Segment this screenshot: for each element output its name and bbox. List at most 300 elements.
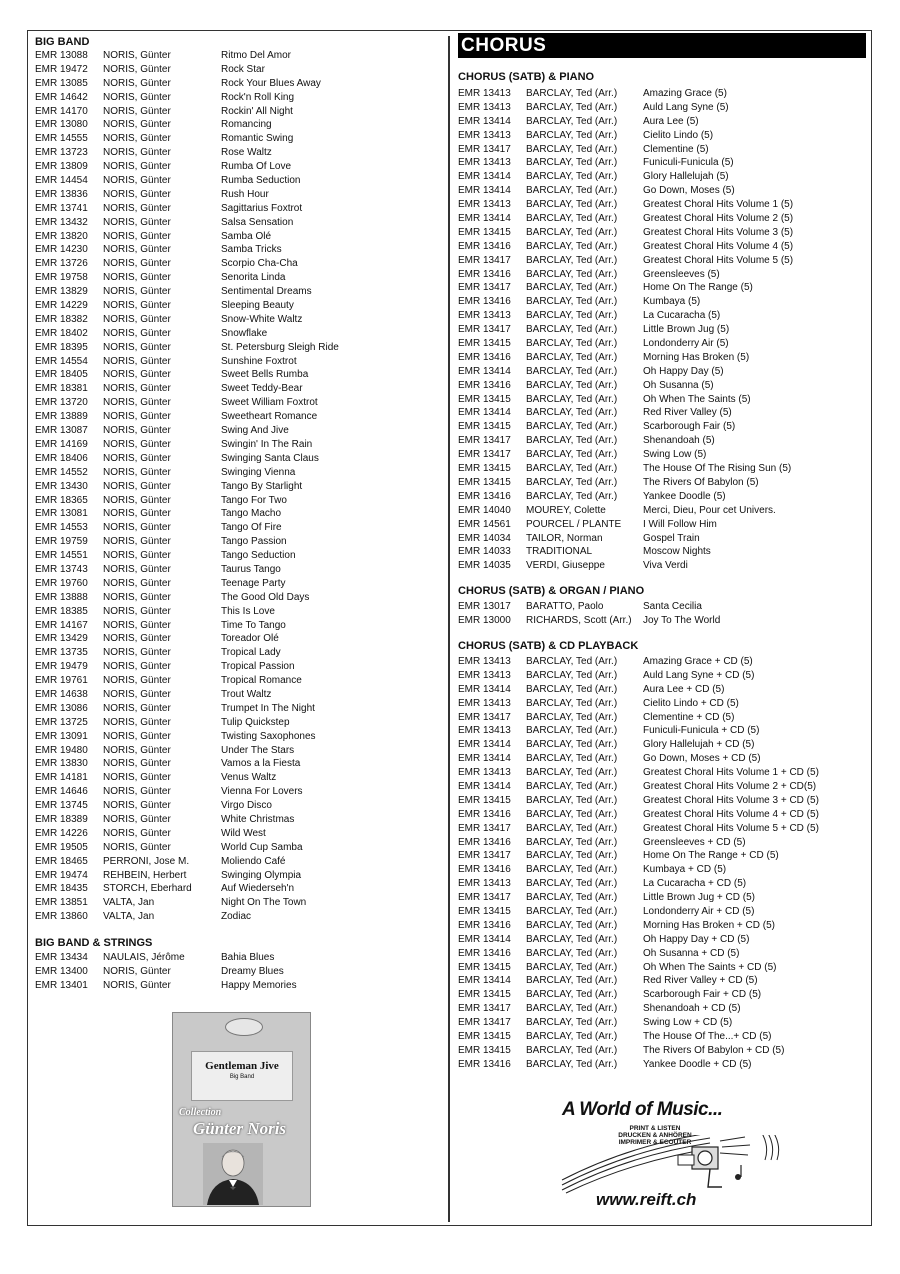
list-item xyxy=(458,780,868,794)
list-item xyxy=(458,212,868,226)
album-cover xyxy=(172,1012,311,1207)
list-item xyxy=(35,965,440,979)
list-item xyxy=(458,863,868,877)
item-code: EMR 19505 xyxy=(35,841,88,853)
item-code: EMR 13414 xyxy=(458,365,511,377)
list-item xyxy=(35,438,440,452)
list-item xyxy=(458,406,868,420)
list-item xyxy=(458,393,868,407)
item-code: EMR 13416 xyxy=(458,296,511,308)
item-code: EMR 18406 xyxy=(35,452,88,464)
item-title: Greatest Choral Hits Volume 5 + CD (5) xyxy=(643,822,819,834)
item-composer: BARCLAY, Ted (Arr.) xyxy=(526,129,618,141)
item-composer: NORIS, Günter xyxy=(103,522,171,534)
item-composer: BARCLAY, Ted (Arr.) xyxy=(526,739,618,751)
list-item xyxy=(35,382,440,396)
list-item xyxy=(35,771,440,785)
item-composer: BARCLAY, Ted (Arr.) xyxy=(526,463,618,475)
list-item xyxy=(35,660,440,674)
item-composer: BARCLAY, Ted (Arr.) xyxy=(526,822,618,834)
item-composer: BARCLAY, Ted (Arr.) xyxy=(526,351,618,363)
item-title: Glory Hallelujah (5) xyxy=(643,171,729,183)
item-title: Greensleeves (5) xyxy=(643,268,720,280)
list-item xyxy=(458,184,868,198)
list-item xyxy=(35,216,440,230)
item-title: Yankee Doodle + CD (5) xyxy=(643,1058,752,1070)
item-composer: BARCLAY, Ted (Arr.) xyxy=(526,365,618,377)
item-code: EMR 14226 xyxy=(35,827,88,839)
item-title: La Cucaracha (5) xyxy=(643,310,721,322)
list-item xyxy=(458,198,868,212)
item-code: EMR 18381 xyxy=(35,383,88,395)
item-title: Clementine (5) xyxy=(643,143,709,155)
item-title: Red River Valley + CD (5) xyxy=(643,975,758,987)
item-code: EMR 13429 xyxy=(35,633,88,645)
list-item xyxy=(458,490,868,504)
list-item xyxy=(458,281,868,295)
list-item xyxy=(458,822,868,836)
item-code: EMR 13413 xyxy=(458,101,511,113)
list-item xyxy=(458,836,868,850)
item-title: Under The Stars xyxy=(221,744,295,756)
item-title: Sweetheart Romance xyxy=(221,411,318,423)
item-title: Greatest Choral Hits Volume 2 + CD(5) xyxy=(643,780,817,792)
list-item xyxy=(458,448,868,462)
item-title: Oh Happy Day (5) xyxy=(643,365,724,377)
item-title: Funiculi-Funicula (5) xyxy=(643,157,734,169)
item-code: EMR 13434 xyxy=(35,952,88,964)
list-item xyxy=(458,434,868,448)
item-title: Go Down, Moses + CD (5) xyxy=(643,753,761,765)
item-composer: NORIS, Günter xyxy=(103,77,171,89)
item-code: EMR 14642 xyxy=(35,91,88,103)
item-title: Tango Passion xyxy=(221,536,287,548)
promo-url: www.reift.ch xyxy=(596,1190,697,1209)
list-item xyxy=(35,285,440,299)
list-item xyxy=(35,841,440,855)
item-composer: NORIS, Günter xyxy=(103,300,171,312)
item-title: Shenandoah + CD (5) xyxy=(643,1003,741,1015)
item-code: EMR 13091 xyxy=(35,730,88,742)
item-code: EMR 13860 xyxy=(35,911,88,923)
item-title: Vamos a la Fiesta xyxy=(221,758,301,770)
item-composer: BARCLAY, Ted (Arr.) xyxy=(526,435,618,447)
item-code: EMR 13017 xyxy=(458,601,511,613)
item-composer: NORIS, Günter xyxy=(103,591,171,603)
list-item xyxy=(35,146,440,160)
list-item xyxy=(458,87,868,101)
item-title: Romancing xyxy=(221,119,272,131)
cover-title-panel xyxy=(191,1051,293,1101)
item-code: EMR 13417 xyxy=(458,1017,511,1029)
satb-piano-list xyxy=(458,87,868,573)
item-title: Londonderry Air (5) xyxy=(643,338,729,350)
item-title: Samba Olé xyxy=(221,230,272,242)
item-code: EMR 14561 xyxy=(458,518,511,530)
item-title: Aura Lee (5) xyxy=(643,115,699,127)
item-composer: NORIS, Günter xyxy=(103,716,171,728)
item-composer: BARCLAY, Ted (Arr.) xyxy=(526,324,618,336)
item-composer: POURCEL / PLANTE xyxy=(526,518,622,530)
list-item xyxy=(458,1044,868,1058)
item-code: EMR 13416 xyxy=(458,379,511,391)
chorus-banner: CHORUS xyxy=(458,33,866,58)
item-title: Tango Seduction xyxy=(221,550,296,562)
item-code: EMR 13417 xyxy=(458,711,511,723)
item-composer: NORIS, Günter xyxy=(103,161,171,173)
item-composer: NORIS, Günter xyxy=(103,661,171,673)
item-title: Tango Of Fire xyxy=(221,522,282,534)
item-composer: BARATTO, Paolo xyxy=(526,601,604,613)
list-item xyxy=(458,420,868,434)
item-title: Rumba Of Love xyxy=(221,161,292,173)
item-title: World Cup Samba xyxy=(221,841,303,853)
item-code: EMR 13416 xyxy=(458,490,511,502)
item-code: EMR 13417 xyxy=(458,435,511,447)
list-item xyxy=(458,683,868,697)
item-composer: NORIS, Günter xyxy=(103,647,171,659)
item-composer: BARCLAY, Ted (Arr.) xyxy=(526,655,618,667)
item-title: Moliendo Café xyxy=(221,855,286,867)
item-title: Sweet Teddy-Bear xyxy=(221,383,303,395)
list-item xyxy=(35,757,440,771)
list-item xyxy=(35,174,440,188)
item-title: Tango For Two xyxy=(221,494,287,506)
item-composer: BARCLAY, Ted (Arr.) xyxy=(526,947,618,959)
list-item xyxy=(458,738,868,752)
item-code: EMR 13416 xyxy=(458,268,511,280)
item-composer: NORIS, Günter xyxy=(103,494,171,506)
list-item xyxy=(35,424,440,438)
list-item xyxy=(35,313,440,327)
item-title: Kumbaya (5) xyxy=(643,296,701,308)
item-composer: BARCLAY, Ted (Arr.) xyxy=(526,878,618,890)
item-code: EMR 13809 xyxy=(35,161,88,173)
item-title: Swing And Jive xyxy=(221,425,289,437)
list-item xyxy=(35,63,440,77)
left-column xyxy=(35,35,440,993)
item-composer: BARCLAY, Ted (Arr.) xyxy=(526,711,618,723)
section-heading-satb-organ: CHORUS (SATB) & ORGAN / PIANO xyxy=(458,585,645,598)
item-title: Swing Low + CD (5) xyxy=(643,1017,733,1029)
item-title: Red River Valley (5) xyxy=(643,407,732,419)
item-title: Greatest Choral Hits Volume 3 (5) xyxy=(643,226,794,238)
list-item xyxy=(458,504,868,518)
item-title: Snowflake xyxy=(221,327,268,339)
list-item xyxy=(35,452,440,466)
item-code: EMR 13720 xyxy=(35,397,88,409)
item-title: Rush Hour xyxy=(221,188,269,200)
item-title: Tropical Lady xyxy=(221,647,281,659)
item-title: Sweet William Foxtrot xyxy=(221,397,318,409)
portrait-photo-icon xyxy=(203,1143,263,1205)
item-title: The House Of The Rising Sun (5) xyxy=(643,463,792,475)
list-item xyxy=(35,785,440,799)
list-item xyxy=(458,808,868,822)
item-composer: NORIS, Günter xyxy=(103,452,171,464)
list-item xyxy=(35,257,440,271)
item-composer: NORIS, Günter xyxy=(103,800,171,812)
item-composer: BARCLAY, Ted (Arr.) xyxy=(526,282,618,294)
list-item xyxy=(458,559,868,573)
promo-sub-line: IMPRIMER & ECOUTER xyxy=(618,1139,692,1146)
item-composer: NORIS, Günter xyxy=(103,313,171,325)
item-composer: NORIS, Günter xyxy=(103,688,171,700)
item-title: Scorpio Cha-Cha xyxy=(221,258,298,270)
item-title: Merci, Dieu, Pour cet Univers. xyxy=(643,504,776,516)
item-title: Funiculi-Funicula + CD (5) xyxy=(643,725,760,737)
item-composer: NORIS, Günter xyxy=(103,966,171,977)
item-code: EMR 13851 xyxy=(35,897,88,909)
item-title: Auf Wiederseh'n xyxy=(221,883,295,895)
list-item xyxy=(458,351,868,365)
item-code: EMR 18395 xyxy=(35,341,88,353)
item-composer: BARCLAY, Ted (Arr.) xyxy=(526,669,618,681)
item-composer: BARCLAY, Ted (Arr.) xyxy=(526,115,618,127)
item-composer: BARCLAY, Ted (Arr.) xyxy=(526,101,618,113)
item-code: EMR 13417 xyxy=(458,1003,511,1015)
item-title: Joy To The World xyxy=(643,615,721,627)
section-heading-big-band-strings: BIG BAND & STRINGS xyxy=(35,937,153,950)
list-item xyxy=(458,129,868,143)
cover-collection-label: Collection xyxy=(179,1107,222,1118)
item-composer: NORIS, Günter xyxy=(103,397,171,409)
item-composer: NORIS, Günter xyxy=(103,979,171,991)
item-title: Aura Lee + CD (5) xyxy=(643,683,725,695)
list-item xyxy=(458,476,868,490)
item-title: Sweet Bells Rumba xyxy=(221,369,309,381)
item-title: The Rivers Of Babylon + CD (5) xyxy=(643,1044,785,1056)
item-code: EMR 13413 xyxy=(458,725,511,737)
item-composer: NORIS, Günter xyxy=(103,119,171,131)
item-composer: BARCLAY, Ted (Arr.) xyxy=(526,421,618,433)
item-composer: BARCLAY, Ted (Arr.) xyxy=(526,919,618,931)
item-title: Twisting Saxophones xyxy=(221,730,316,742)
item-composer: NORIS, Günter xyxy=(103,63,171,75)
item-code: EMR 13413 xyxy=(458,310,511,322)
item-composer: TAILOR, Norman xyxy=(526,532,603,544)
list-item xyxy=(35,563,440,577)
item-code: EMR 13723 xyxy=(35,147,88,159)
item-composer: BARCLAY, Ted (Arr.) xyxy=(526,379,618,391)
item-title: Swinging Santa Claus xyxy=(221,452,319,464)
item-title: Scarborough Fair (5) xyxy=(643,421,736,433)
item-title: Trout Waltz xyxy=(221,688,272,700)
item-composer: BARCLAY, Ted (Arr.) xyxy=(526,296,618,308)
item-code: EMR 13087 xyxy=(35,425,88,437)
item-title: Cielito Lindo + CD (5) xyxy=(643,697,739,709)
list-item xyxy=(458,337,868,351)
item-title: Home On The Range + CD (5) xyxy=(643,850,779,862)
item-title: The House Of The...+ CD (5) xyxy=(643,1031,772,1042)
item-composer: NORIS, Günter xyxy=(103,813,171,825)
item-code: EMR 13414 xyxy=(458,407,511,419)
item-title: Samba Tricks xyxy=(221,244,282,256)
item-code: EMR 13416 xyxy=(458,836,511,848)
item-composer: RICHARDS, Scott (Arr.) xyxy=(526,615,632,627)
item-code: EMR 19474 xyxy=(35,869,88,881)
list-item xyxy=(458,1016,868,1030)
list-item xyxy=(458,905,868,919)
list-item xyxy=(458,226,868,240)
item-title: Londonderry Air + CD (5) xyxy=(643,905,755,917)
item-composer: BARCLAY, Ted (Arr.) xyxy=(526,892,618,904)
reift-promo xyxy=(560,1095,785,1215)
list-item xyxy=(458,240,868,254)
item-title: Zodiac xyxy=(221,911,252,923)
item-code: EMR 13414 xyxy=(458,975,511,987)
item-code: EMR 13417 xyxy=(458,254,511,266)
item-code: EMR 13413 xyxy=(458,199,511,211)
list-item xyxy=(35,702,440,716)
list-item xyxy=(458,309,868,323)
item-composer: NORIS, Günter xyxy=(103,327,171,339)
item-title: Tropical Passion xyxy=(221,661,295,673)
item-code: EMR 19759 xyxy=(35,536,88,548)
item-code: EMR 13414 xyxy=(458,683,511,695)
list-item xyxy=(458,532,868,546)
item-code: EMR 13829 xyxy=(35,286,88,298)
item-title: La Cucaracha + CD (5) xyxy=(643,878,747,890)
list-item xyxy=(35,674,440,688)
item-composer: BARCLAY, Ted (Arr.) xyxy=(526,226,618,238)
item-title: Clementine + CD (5) xyxy=(643,711,735,723)
item-title: Greatest Choral Hits Volume 2 (5) xyxy=(643,213,794,225)
item-code: EMR 13080 xyxy=(35,119,88,131)
right-column xyxy=(458,33,868,1072)
list-item xyxy=(35,466,440,480)
item-title: Auld Lang Syne (5) xyxy=(643,101,729,113)
item-code: EMR 13414 xyxy=(458,171,511,183)
item-composer: BARCLAY, Ted (Arr.) xyxy=(526,989,618,1001)
item-code: EMR 13416 xyxy=(458,351,511,363)
item-code: EMR 13081 xyxy=(35,508,88,520)
music-speaker-illustration-icon xyxy=(560,1135,785,1195)
item-title: Moscow Nights xyxy=(643,546,711,558)
item-code: EMR 14034 xyxy=(458,532,511,544)
item-code: EMR 13417 xyxy=(458,282,511,294)
item-title: Taurus Tango xyxy=(221,563,281,575)
list-item xyxy=(35,605,440,619)
list-item xyxy=(35,910,440,924)
item-composer: NORIS, Günter xyxy=(103,466,171,478)
list-item xyxy=(35,396,440,410)
list-item xyxy=(35,243,440,257)
big-band-strings-list xyxy=(35,951,440,993)
item-composer: NORIS, Günter xyxy=(103,355,171,367)
item-composer: BARCLAY, Ted (Arr.) xyxy=(526,143,618,155)
item-composer: NORIS, Günter xyxy=(103,341,171,353)
item-composer: NORIS, Günter xyxy=(103,619,171,631)
item-title: Santa Cecilia xyxy=(643,601,702,613)
item-title: Rock Your Blues Away xyxy=(221,77,321,89)
item-composer: BARCLAY, Ted (Arr.) xyxy=(526,850,618,862)
list-item xyxy=(458,891,868,905)
list-item xyxy=(35,827,440,841)
item-code: EMR 19479 xyxy=(35,661,88,673)
item-composer: BARCLAY, Ted (Arr.) xyxy=(526,753,618,765)
item-code: EMR 14170 xyxy=(35,105,88,117)
item-composer: NORIS, Günter xyxy=(103,244,171,256)
item-composer: STORCH, Eberhard xyxy=(103,883,192,895)
item-composer: BARCLAY, Ted (Arr.) xyxy=(526,836,618,848)
item-composer: BARCLAY, Ted (Arr.) xyxy=(526,338,618,350)
item-code: EMR 13413 xyxy=(458,878,511,890)
list-item xyxy=(35,688,440,702)
list-item xyxy=(458,115,868,129)
item-composer: BARCLAY, Ted (Arr.) xyxy=(526,393,618,405)
item-code: EMR 13415 xyxy=(458,794,511,806)
item-composer: NORIS, Günter xyxy=(103,286,171,298)
item-composer: NORIS, Günter xyxy=(103,369,171,381)
column-divider xyxy=(448,36,450,1222)
item-composer: NORIS, Günter xyxy=(103,425,171,437)
list-item xyxy=(35,160,440,174)
item-code: EMR 14169 xyxy=(35,438,88,450)
list-item xyxy=(35,77,440,91)
list-item xyxy=(35,896,440,910)
item-code: EMR 14552 xyxy=(35,466,88,478)
item-title: Morning Has Broken + CD (5) xyxy=(643,919,775,931)
item-composer: BARCLAY, Ted (Arr.) xyxy=(526,199,618,211)
list-item xyxy=(458,518,868,532)
item-title: Amazing Grace + CD (5) xyxy=(643,655,753,667)
item-composer: BARCLAY, Ted (Arr.) xyxy=(526,254,618,266)
item-code: EMR 13416 xyxy=(458,864,511,876)
item-composer: BARCLAY, Ted (Arr.) xyxy=(526,683,618,695)
item-title: Ritmo Del Amor xyxy=(221,50,292,61)
list-item xyxy=(35,716,440,730)
item-composer: NORIS, Günter xyxy=(103,605,171,617)
item-title: Rumba Seduction xyxy=(221,175,301,187)
list-item xyxy=(35,188,440,202)
list-item xyxy=(35,202,440,216)
item-code: EMR 13416 xyxy=(458,947,511,959)
item-composer: VERDI, Giuseppe xyxy=(526,560,605,572)
item-title: Gospel Train xyxy=(643,532,700,544)
item-code: EMR 13889 xyxy=(35,411,88,423)
item-code: EMR 13413 xyxy=(458,129,511,141)
item-code: EMR 13414 xyxy=(458,185,511,197)
list-item xyxy=(35,230,440,244)
section-heading-satb-cd: CHORUS (SATB) & CD PLAYBACK xyxy=(458,639,639,652)
item-composer: BARCLAY, Ted (Arr.) xyxy=(526,490,618,502)
item-title: Oh When The Saints + CD (5) xyxy=(643,961,777,973)
item-code: EMR 13415 xyxy=(458,393,511,405)
item-composer: NORIS, Günter xyxy=(103,827,171,839)
item-title: Kumbaya + CD (5) xyxy=(643,864,727,876)
item-composer: NORIS, Günter xyxy=(103,550,171,562)
item-composer: NORIS, Günter xyxy=(103,702,171,714)
item-composer: NORIS, Günter xyxy=(103,133,171,145)
item-code: EMR 13417 xyxy=(458,822,511,834)
item-title: Dreamy Blues xyxy=(221,966,284,977)
item-title: Auld Lang Syne + CD (5) xyxy=(643,669,755,681)
promo-headline: A World of Music... xyxy=(562,1099,723,1120)
item-composer: VALTA, Jan xyxy=(103,911,155,923)
item-composer: REHBEIN, Herbert xyxy=(103,869,187,881)
list-item xyxy=(35,632,440,646)
item-title: Virgo Disco xyxy=(221,800,272,812)
item-title: Go Down, Moses (5) xyxy=(643,185,735,197)
big-band-list xyxy=(35,49,440,924)
item-code: EMR 13417 xyxy=(458,324,511,336)
list-item xyxy=(458,156,868,170)
item-title: Rock'n Roll King xyxy=(221,91,295,103)
item-composer: BARCLAY, Ted (Arr.) xyxy=(526,240,618,252)
item-code: EMR 18365 xyxy=(35,494,88,506)
item-code: EMR 13413 xyxy=(458,157,511,169)
